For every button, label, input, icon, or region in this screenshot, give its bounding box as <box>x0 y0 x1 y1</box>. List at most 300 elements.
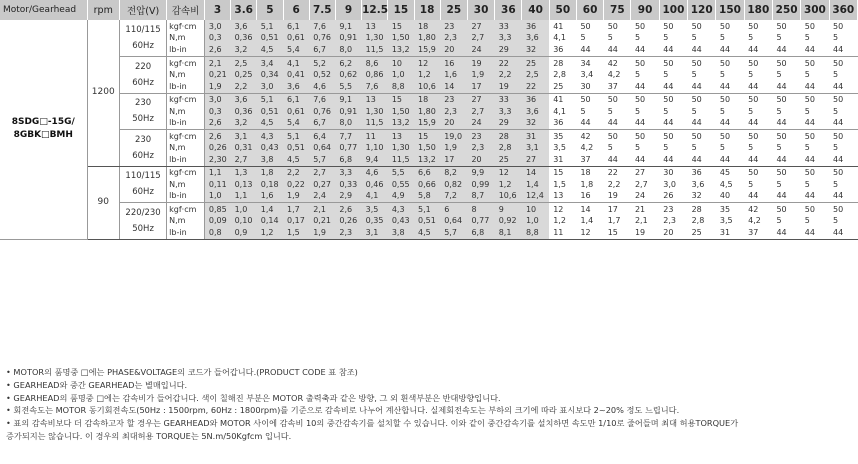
torque-value: 8,1 <box>498 227 512 237</box>
voltage-line: 60Hz <box>132 41 154 51</box>
torque-value: 44 <box>776 118 787 127</box>
ratio-header-cell: 100 <box>659 0 687 20</box>
torque-value: 5,1 <box>418 204 431 214</box>
torque-value: 42 <box>748 204 759 214</box>
torque-value: 44 <box>663 118 674 127</box>
torque-value: 3,1 <box>365 227 379 237</box>
torque-value: 50 <box>580 95 591 104</box>
torque-cell <box>231 130 257 167</box>
torque-value: 27 <box>471 95 482 104</box>
table-row <box>0 166 858 203</box>
voltage-line: 60Hz <box>132 150 154 161</box>
ratio-header-cell: 360 <box>829 0 857 20</box>
torque-value: 3,6 <box>234 95 248 104</box>
note-line: • 회전속도는 MOTOR 동기회전속도(50Hz : 1500rpm, 60Hz : 1800rpm)를 기준으로 감속비로 나누어 계산합니다. 실제회전속도는 부하의 크기에 따라 표시보다 2~20% 정도 느립니다. <box>6 405 680 416</box>
torque-value: 1,5 <box>553 179 566 189</box>
torque-cell <box>772 20 800 57</box>
torque-value: 8,8 <box>391 81 405 91</box>
torque-cell <box>440 166 467 203</box>
torque-value: 0,41 <box>287 70 305 79</box>
torque-value: 5 <box>833 216 839 225</box>
torque-value: 1,50 <box>391 106 410 116</box>
torque-value: 1,6 <box>444 70 457 79</box>
torque-value: 44 <box>833 81 844 91</box>
torque-value: 41 <box>553 95 564 104</box>
unit-line: kgf·cm <box>169 58 197 68</box>
ratio-header-cell: 18 <box>414 0 440 20</box>
torque-cell <box>688 203 716 240</box>
torque-cell <box>716 166 744 203</box>
torque-value: 5 <box>634 143 641 152</box>
torque-value: 44 <box>833 118 844 127</box>
torque-value: 44 <box>663 44 674 54</box>
torque-value: 4,5 <box>260 118 274 127</box>
torque-value: 1,9 <box>287 191 300 200</box>
torque-cell <box>335 166 361 203</box>
torque-value: 11,5 <box>365 118 384 127</box>
torque-value: 24 <box>634 191 646 200</box>
table-body <box>0 20 858 239</box>
torque-value: 50 <box>748 21 759 31</box>
torque-value: 1,2 <box>260 227 274 237</box>
torque-value: 5 <box>580 33 586 43</box>
torque-value: 0,91 <box>339 33 358 43</box>
torque-cell <box>283 203 309 240</box>
torque-value: 20 <box>444 118 455 127</box>
torque-value: 7,6 <box>313 21 326 31</box>
voltage-line: 50Hz <box>132 223 154 234</box>
torque-value: 50 <box>691 131 702 141</box>
torque-value: 44 <box>804 227 815 237</box>
torque-value: 23 <box>444 95 455 104</box>
torque-value: 34 <box>580 58 591 68</box>
torque-value: 2,6 <box>208 44 222 54</box>
torque-value: 8,0 <box>339 44 353 54</box>
torque-value: 18 <box>418 95 429 104</box>
torque-value: 44 <box>719 44 731 54</box>
torque-value: 33 <box>498 95 509 104</box>
torque-cell <box>440 93 467 130</box>
torque-value: 2,7 <box>234 154 248 164</box>
torque-value: 8 <box>471 204 477 214</box>
torque-cell <box>659 93 687 130</box>
torque-value: 1,0 <box>391 70 405 79</box>
torque-value: 26 <box>663 191 674 200</box>
torque-value: 5,4 <box>287 44 300 54</box>
torque-cell <box>283 20 309 57</box>
torque-value: 0,22 <box>287 179 305 189</box>
torque-value: 13 <box>365 21 376 31</box>
ratio-header-cell: 90 <box>631 0 659 20</box>
torque-value: 0,99 <box>471 179 490 189</box>
torque-value: 0,10 <box>234 216 253 225</box>
torque-value: 3,0 <box>663 179 676 189</box>
ratio-header-cell: 9 <box>335 0 361 20</box>
torque-value: 15 <box>553 168 564 177</box>
torque-value: 28 <box>498 131 509 141</box>
ratio-header-cell: 3.6 <box>231 0 257 20</box>
ratio-header-cell: 60 <box>576 0 603 20</box>
torque-value: 50 <box>833 58 844 68</box>
torque-value: 17 <box>607 204 618 214</box>
torque-value: 19 <box>471 58 482 68</box>
torque-value: 44 <box>634 81 646 91</box>
torque-value: 11,5 <box>391 154 410 164</box>
torque-cell <box>257 20 283 57</box>
torque-value: 50 <box>691 58 702 68</box>
torque-cell <box>659 57 687 94</box>
torque-value: 0,76 <box>313 106 332 116</box>
torque-value: 44 <box>748 191 759 200</box>
torque-value: 10 <box>391 58 402 68</box>
torque-cell <box>362 203 388 240</box>
torque-value: 3,0 <box>260 81 274 91</box>
torque-value: 0,26 <box>208 143 227 152</box>
torque-value: 50 <box>748 131 759 141</box>
torque-value: 5 <box>634 106 641 116</box>
torque-cell <box>829 166 857 203</box>
torque-cell <box>495 166 522 203</box>
torque-cell <box>772 166 800 203</box>
torque-value: 50 <box>776 131 787 141</box>
torque-value: 7,2 <box>444 191 457 200</box>
torque-value: 44 <box>607 44 618 54</box>
torque-value: 5 <box>776 179 782 189</box>
torque-value: 1,30 <box>365 33 384 43</box>
torque-value: 19 <box>607 191 618 200</box>
torque-cell <box>309 57 335 94</box>
torque-value: 2,8 <box>691 216 705 225</box>
torque-cell <box>231 166 257 203</box>
torque-cell <box>362 130 388 167</box>
voltage-cell <box>119 93 166 130</box>
torque-cell <box>801 203 829 240</box>
unit-line: kgf·cm <box>169 131 197 141</box>
torque-value: 5 <box>833 179 839 189</box>
torque-value: 2,6 <box>208 118 222 127</box>
torque-cell <box>388 166 414 203</box>
torque-value: 5 <box>804 179 810 189</box>
note-line: • 표의 감속비보다 더 감속하고자 할 경우는 GEARHEAD와 MOTOR 사이에 감속비 10의 중간감속기를 설치할 수 있습니다. 이와 같이 중간감속기를 설치하면 속도만 1/10로 줄어들며 최대 허용TORQUE가 <box>6 418 739 429</box>
torque-value: 50 <box>776 168 787 177</box>
torque-value: 44 <box>776 227 787 237</box>
torque-value: 50 <box>776 95 787 104</box>
torque-value: 3,6 <box>525 106 539 116</box>
torque-value: 5 <box>634 70 641 79</box>
torque-value: 5 <box>833 33 839 43</box>
torque-value: 32 <box>525 118 537 127</box>
torque-value: 42 <box>580 131 591 141</box>
torque-value: 50 <box>691 21 702 31</box>
torque-value: 50 <box>691 95 702 104</box>
torque-value: 44 <box>580 44 591 54</box>
ratio-header-cell: 36 <box>495 0 522 20</box>
torque-cell <box>744 93 772 130</box>
torque-cell <box>283 57 309 94</box>
voltage-cell <box>119 166 166 203</box>
voltage-cell <box>119 57 166 94</box>
torque-value: 12 <box>498 168 509 177</box>
torque-cell <box>801 20 829 57</box>
note-line: • GEARHEAD와 중간 GEARHEAD는 별매입니다. <box>6 379 188 390</box>
torque-value: 0,21 <box>313 216 332 225</box>
torque-value: 2,7 <box>313 168 326 177</box>
voltage-line: 220 <box>134 61 152 72</box>
voltage-cell <box>119 130 166 167</box>
torque-value: 0,61 <box>287 106 305 116</box>
torque-value: 8,6 <box>365 58 379 68</box>
torque-value: 3,0 <box>208 95 222 104</box>
torque-value: 32 <box>691 191 702 200</box>
ratio-header-cell: 50 <box>549 0 576 20</box>
torque-value: 15,9 <box>418 44 436 54</box>
torque-cell <box>522 130 549 167</box>
voltage-cell <box>119 203 166 240</box>
torque-value: 1,4 <box>525 179 539 189</box>
torque-value: 50 <box>776 21 787 31</box>
torque-cell <box>744 57 772 94</box>
torque-value: 9,1 <box>339 95 353 104</box>
torque-value: 44 <box>833 44 844 54</box>
torque-value: 44 <box>634 44 646 54</box>
torque-value: 31 <box>553 154 564 164</box>
torque-value: 0,46 <box>365 179 384 189</box>
torque-cell <box>467 166 494 203</box>
torque-value: 37 <box>580 154 591 164</box>
torque-cell <box>495 93 522 130</box>
unit-cell <box>167 130 205 167</box>
torque-cell <box>335 57 361 94</box>
torque-cell <box>440 57 467 94</box>
torque-value: 5 <box>663 106 669 116</box>
torque-value: 1,7 <box>607 216 621 225</box>
torque-value: 0,66 <box>418 179 436 189</box>
torque-cell <box>688 93 716 130</box>
torque-value: 21 <box>634 204 646 214</box>
torque-value: 3,5 <box>553 143 566 152</box>
torque-value: 50 <box>833 95 844 104</box>
unit-cell <box>167 57 205 94</box>
torque-value: 50 <box>833 131 844 141</box>
torque-value: 0,52 <box>313 70 332 79</box>
torque-cell <box>283 166 309 203</box>
torque-value: 4,3 <box>391 204 405 214</box>
torque-value: 12 <box>418 58 429 68</box>
torque-value: 5,2 <box>313 58 326 68</box>
torque-cell <box>688 130 716 167</box>
torque-value: 0,27 <box>313 179 332 189</box>
torque-cell <box>604 203 631 240</box>
torque-value: 5,1 <box>260 95 274 104</box>
torque-value: 44 <box>804 154 815 164</box>
torque-value: 13 <box>365 95 376 104</box>
torque-value: 5 <box>607 143 613 152</box>
torque-cell <box>631 130 659 167</box>
torque-value: 0,43 <box>391 216 410 225</box>
torque-value: 5 <box>804 143 810 152</box>
torque-cell <box>716 130 744 167</box>
torque-value: 50 <box>634 58 646 68</box>
torque-value: 15 <box>607 227 618 237</box>
unit-line: lb-in <box>169 44 187 54</box>
torque-value: 0,51 <box>287 143 305 152</box>
unit-line: N,m <box>169 106 186 116</box>
torque-cell <box>576 20 603 57</box>
unit-line: lb-in <box>169 227 187 237</box>
rpm-header: rpm <box>87 0 119 20</box>
torque-cell <box>231 20 257 57</box>
torque-cell <box>716 203 744 240</box>
table-header-row <box>0 0 858 20</box>
torque-value: 0,86 <box>365 70 384 79</box>
rpm-value: 1200 <box>87 20 119 166</box>
torque-value: 0,9 <box>234 227 248 237</box>
torque-cell <box>414 20 440 57</box>
torque-value: 40 <box>719 191 731 200</box>
notes-block <box>6 366 856 443</box>
unit-line: N,m <box>169 70 186 79</box>
torque-value: 13 <box>553 191 564 200</box>
torque-value: 4,1 <box>553 106 566 116</box>
torque-value: 1,9 <box>313 227 326 237</box>
torque-value: 50 <box>833 168 844 177</box>
torque-value: 0,31 <box>234 143 253 152</box>
torque-cell <box>257 130 283 167</box>
torque-value: 5 <box>833 143 839 152</box>
torque-value: 14 <box>580 204 591 214</box>
torque-cell <box>362 20 388 57</box>
torque-value: 50 <box>719 21 731 31</box>
torque-value: 5 <box>663 70 669 79</box>
torque-value: 1,2 <box>553 216 566 225</box>
voltage-line: 110/115 <box>125 25 161 35</box>
torque-cell <box>467 57 494 94</box>
torque-cell <box>335 203 361 240</box>
torque-value: 44 <box>748 118 759 127</box>
torque-value: 25 <box>553 81 564 91</box>
torque-value: 28 <box>553 58 564 68</box>
torque-value: 0,64 <box>313 143 332 152</box>
torque-value: 6,1 <box>287 95 300 104</box>
torque-value: 15 <box>418 131 429 141</box>
torque-cell <box>829 130 857 167</box>
torque-value: 37 <box>748 227 759 237</box>
torque-cell <box>744 20 772 57</box>
torque-cell <box>362 57 388 94</box>
torque-value: 50 <box>663 58 674 68</box>
torque-value: 0,64 <box>444 216 463 225</box>
torque-cell <box>362 93 388 130</box>
torque-value: 4,5 <box>719 179 733 189</box>
torque-value: 0,18 <box>260 179 279 189</box>
table-row <box>0 130 858 167</box>
torque-value: 5 <box>804 70 810 79</box>
torque-value: 4,2 <box>580 143 594 152</box>
torque-cell <box>335 93 361 130</box>
torque-value: 5,7 <box>444 227 457 237</box>
torque-value: 15 <box>391 21 402 31</box>
torque-value: 9,4 <box>365 154 379 164</box>
torque-value: 7,6 <box>365 81 379 91</box>
ratio-header-cell: 25 <box>440 0 467 20</box>
torque-value: 1,8 <box>580 179 594 189</box>
torque-value: 5 <box>691 106 697 116</box>
torque-value: 5 <box>634 33 641 43</box>
torque-value: 27 <box>525 154 537 164</box>
torque-cell <box>688 166 716 203</box>
torque-cell <box>631 93 659 130</box>
torque-value: 3,6 <box>525 33 539 43</box>
torque-value: 30 <box>663 168 674 177</box>
torque-value: 25 <box>525 58 537 68</box>
voltage-line: 60Hz <box>132 77 154 88</box>
torque-cell <box>362 166 388 203</box>
torque-cell <box>204 20 230 57</box>
unit-cell <box>167 20 205 57</box>
ratio-header-cell: 5 <box>257 0 283 20</box>
torque-value: 3,5 <box>719 216 733 225</box>
torque-cell <box>495 130 522 167</box>
model-line: 8SDG□-15G/ <box>11 117 75 128</box>
torque-value: 10 <box>525 204 537 214</box>
torque-cell <box>829 20 857 57</box>
torque-value: 1,2 <box>498 179 512 189</box>
torque-value: 22 <box>498 58 509 68</box>
torque-cell <box>283 93 309 130</box>
torque-value: 29 <box>498 118 509 127</box>
torque-value: 3,0 <box>208 21 222 31</box>
torque-value: 0,26 <box>339 216 358 225</box>
torque-value: 1,50 <box>418 143 436 152</box>
torque-value: 4,2 <box>607 70 621 79</box>
torque-value: 50 <box>663 95 674 104</box>
ratio-header: 감속비 <box>167 0 205 20</box>
torque-cell <box>549 203 576 240</box>
torque-cell <box>495 203 522 240</box>
torque-cell <box>467 203 494 240</box>
torque-value: 28 <box>691 204 702 214</box>
torque-value: 2,2 <box>607 179 621 189</box>
torque-value: 3,6 <box>691 179 705 189</box>
torque-value: 5 <box>691 70 697 79</box>
torque-value: 0,77 <box>339 143 358 152</box>
torque-value: 4,6 <box>313 81 326 91</box>
torque-value: 6,4 <box>313 131 326 141</box>
torque-cell <box>744 166 772 203</box>
torque-cell <box>716 93 744 130</box>
torque-value: 44 <box>748 44 759 54</box>
torque-value: 1,0 <box>525 216 539 225</box>
torque-value: 44 <box>691 154 702 164</box>
torque-value: 0,13 <box>234 179 253 189</box>
torque-value: 50 <box>607 21 618 31</box>
torque-value: 44 <box>748 154 759 164</box>
torque-value: 2,3 <box>444 33 457 43</box>
torque-value: 37 <box>607 81 618 91</box>
torque-value: 44 <box>833 154 844 164</box>
torque-value: 0,62 <box>339 70 358 79</box>
torque-value: 20 <box>663 227 674 237</box>
torque-value: 6,2 <box>339 58 353 68</box>
torque-value: 2,5 <box>525 70 539 79</box>
torque-cell <box>283 130 309 167</box>
torque-cell <box>522 20 549 57</box>
torque-cell <box>772 93 800 130</box>
torque-value: 44 <box>776 44 787 54</box>
torque-cell <box>631 203 659 240</box>
torque-value: 3,3 <box>339 168 353 177</box>
torque-value: 0,21 <box>208 70 227 79</box>
